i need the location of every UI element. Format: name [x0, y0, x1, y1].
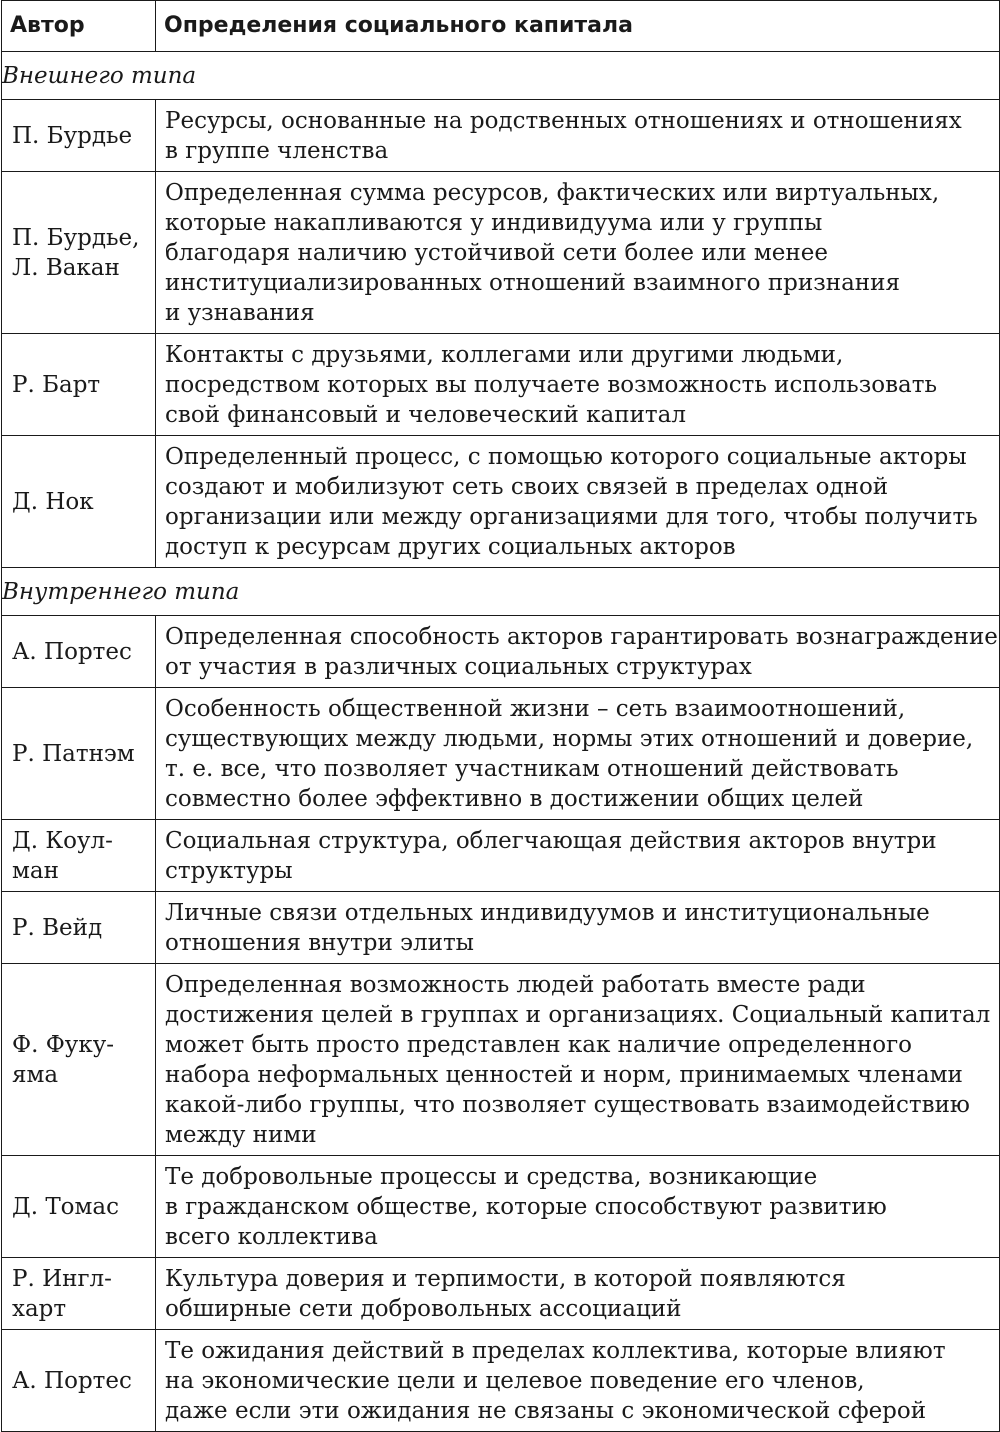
definition-line: всего коллектива — [165, 1224, 378, 1250]
definition-cell — [156, 964, 1000, 1156]
definition-line: и узнавания — [165, 300, 315, 326]
definition-line: достижения целей в группах и организациях. Социальный капитал — [165, 1002, 991, 1028]
author-line: Ф. Фуку- — [12, 1031, 115, 1058]
author-line: Р. Вейд — [12, 914, 103, 941]
definition-cell — [156, 100, 1000, 172]
definition-cell — [156, 892, 1000, 964]
table-row — [2, 1156, 1000, 1258]
definition-cell — [156, 1258, 1000, 1330]
author-cell — [2, 616, 156, 688]
definition-line: Те ожидания действий в пределах коллектива, которые влияют — [165, 1338, 946, 1364]
author-line: ман — [12, 857, 59, 884]
author-line: П. Бурдье — [12, 122, 133, 149]
definition-line: структуры — [165, 858, 293, 884]
author-line: А. Портес — [12, 1367, 132, 1394]
definition-line: Контакты с друзьями, коллегами или другими людьми, — [165, 342, 844, 368]
definition-line: Особенность общественной жизни – сеть взаимоотношений, — [165, 696, 906, 722]
author-cell — [2, 1258, 156, 1330]
author-cell — [2, 688, 156, 820]
table-row — [2, 436, 1000, 568]
table-row — [2, 334, 1000, 436]
definition-line: Личные связи отдельных индивидуумов и институциональные — [165, 900, 930, 926]
definition-line: Те добровольные процессы и средства, возникающие — [165, 1164, 818, 1190]
author-line: Д. Коул- — [12, 827, 113, 854]
definition-cell — [156, 172, 1000, 334]
author-line: А. Портес — [12, 638, 132, 665]
section-title: Внутреннего типа — [2, 568, 1000, 616]
definition-line: в гражданском обществе, которые способствуют развитию — [165, 1194, 887, 1220]
definition-line: институциализированных отношений взаимного признания — [165, 270, 900, 296]
definition-line: Определенная способность акторов гарантировать вознаграждение — [165, 624, 998, 650]
table-row — [2, 616, 1000, 688]
definition-line: Культура доверия и терпимости, в которой появляются — [165, 1266, 846, 1292]
header-row — [2, 1, 1000, 52]
definition-line: свой финансовый и человеческий капитал — [165, 402, 686, 428]
definition-line: Ресурсы, основанные на родственных отношениях и отношениях — [165, 108, 962, 134]
definition-cell — [156, 436, 1000, 568]
definition-line: которые накапливаются у индивидуума или у группы — [165, 210, 823, 236]
section-title: Внешнего типа — [2, 52, 1000, 100]
definition-line: благодаря наличию устойчивой сети более или менее — [165, 240, 828, 266]
definition-cell — [156, 616, 1000, 688]
definition-line: существующих между людьми, нормы этих отношений и доверие, — [165, 726, 974, 752]
author-line: П. Бурдье, — [12, 224, 140, 251]
definition-cell — [156, 820, 1000, 892]
section-row — [2, 52, 1000, 100]
table-body — [2, 52, 1000, 1432]
definition-cell — [156, 688, 1000, 820]
definition-line: между ними — [165, 1122, 317, 1148]
definition-line: набора неформальных ценностей и норм, принимаемых членами — [165, 1062, 963, 1088]
table-row — [2, 1330, 1000, 1432]
definition-line: создают и мобилизуют сеть своих связей в пределах одной — [165, 474, 889, 500]
definition-line: в группе членства — [165, 138, 389, 164]
definition-line: совместно более эффективно в достижении общих целей — [165, 786, 864, 812]
author-cell — [2, 436, 156, 568]
definition-line: на экономические цели и целевое поведение его членов, — [165, 1368, 865, 1394]
definition-line: даже если эти ожидания не связаны с экономической сферой — [165, 1398, 927, 1424]
definition-line: какой-либо группы, что позволяет существовать взаимодействию — [165, 1092, 970, 1118]
author-line: Л. Вакан — [12, 254, 120, 281]
definition-line: Определенная возможность людей работать вместе ради — [165, 972, 866, 998]
definition-line: посредством которых вы получаете возможность использовать — [165, 372, 937, 398]
author-cell — [2, 1156, 156, 1258]
author-cell — [2, 100, 156, 172]
definition-line: может быть просто представлен как наличие определенного — [165, 1032, 912, 1058]
definition-line: доступ к ресурсам других социальных акторов — [165, 534, 736, 560]
definition-line: от участия в различных социальных структурах — [165, 654, 752, 680]
author-line: Р. Ингл- — [12, 1265, 112, 1292]
definition-line: организации или между организациями для того, чтобы получить — [165, 504, 978, 530]
author-cell — [2, 892, 156, 964]
definition-cell — [156, 1330, 1000, 1432]
author-cell — [2, 172, 156, 334]
definition-column-header: Определения социального капитала — [156, 1, 1000, 52]
author-cell — [2, 334, 156, 436]
table-row — [2, 172, 1000, 334]
table-row — [2, 100, 1000, 172]
definition-cell — [156, 1156, 1000, 1258]
author-line: яма — [12, 1061, 59, 1088]
author-cell — [2, 820, 156, 892]
definition-line: Социальная структура, облегчающая действия акторов внутри — [165, 828, 937, 854]
author-column-header: Автор — [2, 1, 156, 52]
author-line: Р. Патнэм — [12, 740, 135, 767]
author-line: харт — [12, 1295, 67, 1322]
author-line: Д. Томас — [12, 1193, 119, 1220]
author-cell — [2, 964, 156, 1156]
definitions-table — [1, 0, 1000, 1432]
section-row — [2, 568, 1000, 616]
definition-line: отношения внутри элиты — [165, 930, 474, 956]
author-line: Р. Барт — [12, 371, 101, 398]
author-line: Д. Нок — [12, 488, 94, 515]
definition-line: Определенная сумма ресурсов, фактических или виртуальных, — [165, 180, 940, 206]
table-row — [2, 892, 1000, 964]
table-row — [2, 1258, 1000, 1330]
definition-line: т. е. все, что позволяет участникам отношений действовать — [165, 756, 899, 782]
definition-line: Определенный процесс, с помощью которого социальные акторы — [165, 444, 967, 470]
author-cell — [2, 1330, 156, 1432]
definition-cell — [156, 334, 1000, 436]
table-row — [2, 820, 1000, 892]
table-row — [2, 688, 1000, 820]
definition-line: обширные сети добровольных ассоциаций — [165, 1296, 682, 1322]
table-row — [2, 964, 1000, 1156]
